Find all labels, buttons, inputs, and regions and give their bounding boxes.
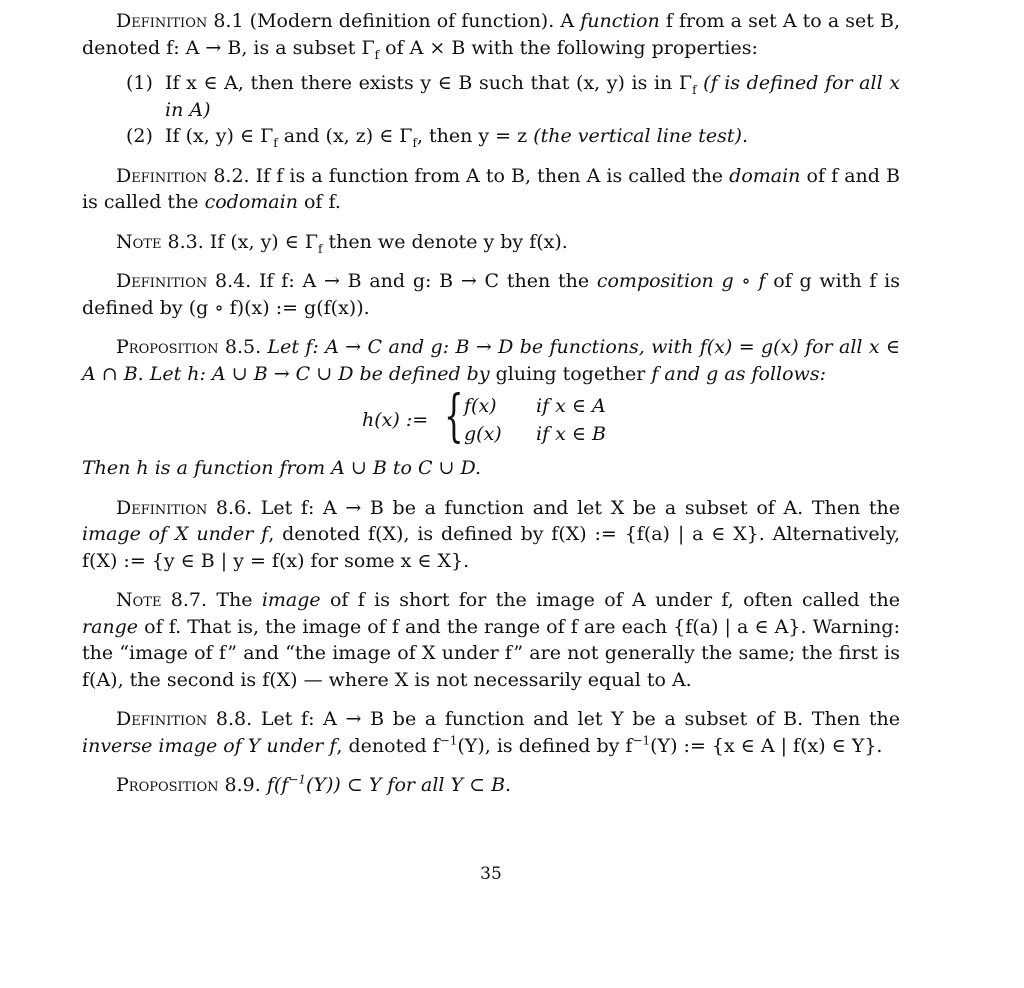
def-label: Definition 8.4.: [116, 270, 252, 292]
superscript: −1: [439, 733, 458, 748]
note-8-7: [82, 587, 900, 693]
def-term: composition g ∘ f: [596, 270, 766, 292]
item-text: If x ∈ A, then there exists y ∈ B such that (x, y) is in Γ: [165, 72, 693, 94]
subscript: f: [692, 82, 697, 97]
property-list: [82, 70, 900, 150]
note-text: of f. That is, the image of f and the range of f are each {f(a) | a ∈ A}. Warning: the “image of f” and “the image of X under f” are not generally the same; the first is f(A), the second is f(X) — where X is not necessarily equal to A.: [82, 615, 900, 691]
def-text: If f is a function from A to B, then A is called the: [249, 164, 730, 187]
item-number: (2): [126, 125, 153, 147]
note-text: The: [207, 589, 262, 611]
def-text: (Y) := {x ∈ A | f(x) ∈ Y}.: [650, 734, 883, 757]
def-term: domain: [729, 164, 801, 187]
page-body: [82, 8, 900, 799]
note-term: image: [261, 589, 321, 611]
superscript: −1: [632, 733, 651, 748]
prop-text: (Y)) ⊂ Y for all Y ⊂ B.: [306, 774, 512, 796]
left-brace: {: [444, 384, 464, 449]
def-text: , denoted f(X), is defined by f(X) := {f(a) | a ∈ X}. Alternatively, f(X) := {y ∈ B | y = f(x) for some x ∈ X}.: [82, 523, 900, 572]
definition-8-8: [82, 706, 900, 759]
def-term: inverse image of Y under f: [82, 734, 337, 757]
note-text: If (x, y) ∈ Γ: [203, 230, 319, 253]
subscript: f: [374, 47, 380, 62]
prop-text: f(f: [260, 774, 289, 796]
note-8-3: [82, 229, 900, 256]
item-text: and (x, z) ∈ Γ: [277, 125, 413, 147]
note-text: then we denote y by f(x).: [322, 230, 568, 253]
def-text: Let f: A → B be a function and let X be a subset of A. Then the: [252, 496, 900, 519]
def-label: Definition 8.2.: [116, 164, 250, 187]
item-italic: (f is defined for all x in A): [165, 72, 900, 121]
definition-8-2: [82, 163, 900, 216]
def-text: , denoted f: [336, 734, 440, 757]
item-text: , then y = z: [416, 125, 528, 147]
display-lhs: h(x) :=: [362, 409, 429, 431]
def-text: (Y), is defined by f: [457, 734, 633, 757]
def-text: of g with f is defined by (g ∘ f)(x) := g(f(x)).: [82, 270, 900, 319]
case-1: f(x): [464, 395, 497, 417]
prop-label: Proposition 8.9.: [116, 774, 261, 796]
item-text: If (x, y) ∈ Γ: [165, 125, 274, 147]
prop-text: Let f: A → C and g: B → D be functions, with f(x) = g(x) for all x ∈ A ∩ B. Let h: A ∪ B → C ∪ D be defined by: [82, 336, 900, 385]
subscript: f: [412, 135, 417, 150]
prop-label: Proposition 8.5.: [116, 336, 262, 358]
definition-8-4: [82, 268, 900, 321]
note-term: range: [82, 615, 139, 638]
def-text: of f.: [297, 191, 341, 213]
prop-roman: gluing together: [495, 362, 646, 385]
def-text: of A × B with the following properties:: [379, 36, 758, 59]
page-number: 35: [480, 864, 502, 884]
def-term: image of X under f: [82, 523, 269, 545]
condition-1: if x ∈ A: [536, 395, 606, 417]
piecewise-display: [82, 384, 900, 455]
proposition-conclusion: Then h is a function from A ∪ B to C ∪ D.: [82, 457, 482, 479]
def-term: codomain: [204, 191, 298, 213]
list-item: [82, 70, 900, 123]
def-text: of f and B is called the: [82, 164, 900, 213]
condition-2: if x ∈ B: [536, 423, 606, 445]
def-text: Let f: A → B be a function and let Y be a subset of B. Then the: [252, 708, 900, 730]
list-item: [82, 123, 900, 150]
def-text: f from a set A to a set B, denoted f: A → B, is a subset Γ: [82, 10, 901, 59]
proposition-8-5: [82, 334, 900, 387]
def-label: Definition 8.6.: [116, 496, 253, 519]
item-number: (1): [126, 72, 153, 94]
item-italic: (the vertical line test).: [527, 125, 749, 147]
subscript: f: [273, 135, 278, 150]
def-term: function: [580, 10, 660, 32]
def-label: Definition 8.8.: [116, 708, 253, 730]
note-label: Note 8.3.: [116, 230, 204, 253]
subscript: f: [318, 241, 323, 256]
definition-8-6: [82, 495, 900, 575]
proposition-8-9: [82, 772, 900, 799]
superscript: −1: [288, 772, 307, 787]
def-text: (Modern definition of function). A: [249, 10, 581, 32]
def-label: Definition 8.1: [116, 10, 244, 32]
def-text: If f: A → B and g: B → C then the: [251, 270, 597, 292]
prop-text: f and g as follows:: [645, 362, 826, 385]
note-label: Note 8.7.: [116, 589, 208, 611]
definition-8-1: [82, 8, 900, 61]
note-text: of f is short for the image of A under f, often called the: [320, 589, 900, 611]
case-2: g(x): [464, 423, 502, 445]
